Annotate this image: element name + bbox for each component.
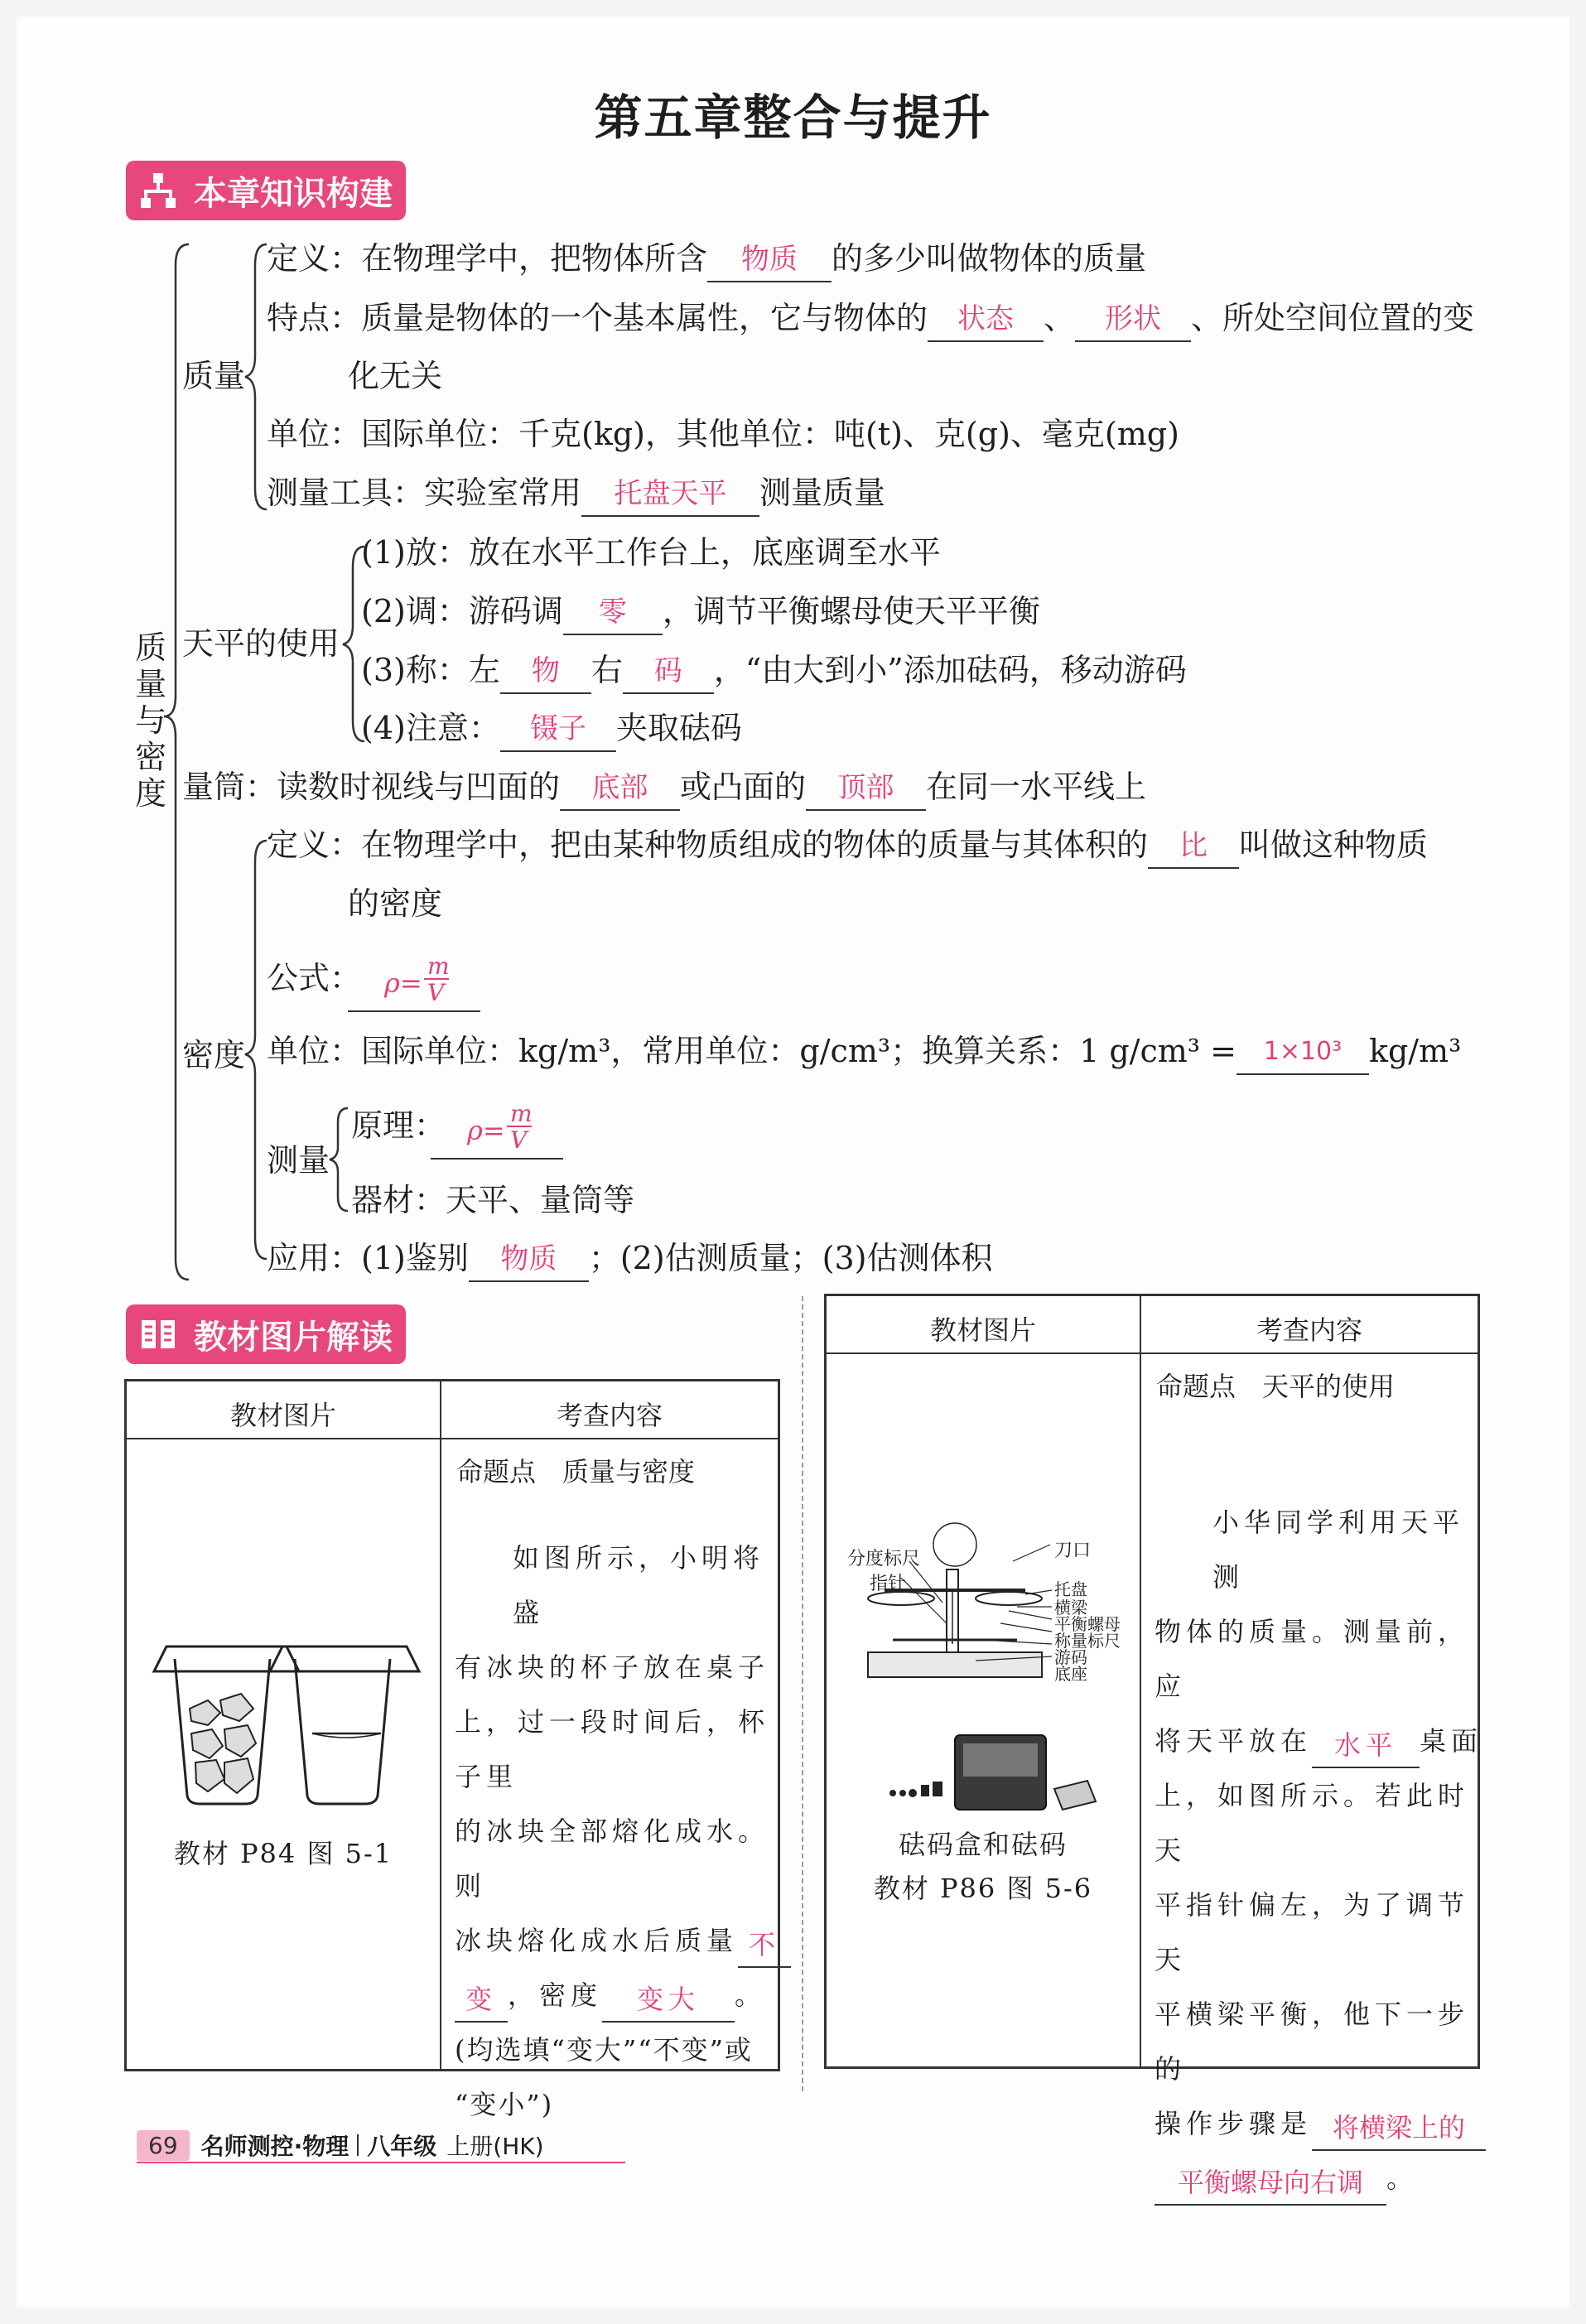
mass-label: 质量 xyxy=(182,358,246,394)
balance-step-4: (4)注意： 镊子 夹取砝码 xyxy=(361,704,742,752)
section-title: 教材图片解读 xyxy=(194,1318,393,1357)
cylinder-line: 量筒：读数时视线与凹面的 底部 或凸面的 顶部 在同一水平线上 xyxy=(182,763,1146,811)
answer-blank: 物 xyxy=(500,649,591,694)
mass-tool: 测量工具：实验室常用 托盘天平 测量质量 xyxy=(267,469,885,517)
book-icon xyxy=(137,1314,179,1355)
figure-caption: 教材 P84 图 5-1 xyxy=(173,1838,393,1869)
picture-table-2 xyxy=(824,1294,1483,2198)
mass-feature: 特点：质量是物体的一个基本属性，它与物体的 状态 、 形状 、所处空间位置的变 xyxy=(267,294,1474,342)
ice-cups-figure xyxy=(150,1642,423,1808)
figure-label: 底座 xyxy=(1054,1664,1087,1684)
figure-caption: 教材 P86 图 5-6 xyxy=(873,1873,1093,1904)
book-title: 名师测控·物理 xyxy=(200,2133,349,2160)
figure-label: 称量标尺 xyxy=(1054,1631,1121,1651)
page-title: 第五章整合与提升 xyxy=(594,89,992,146)
column-header: 考查内容 xyxy=(1256,1314,1362,1346)
density-formula-label: 公式： xyxy=(267,960,362,996)
figure-label: 托盘 xyxy=(1054,1579,1087,1599)
figure-label: 刀口 xyxy=(1054,1540,1092,1561)
mass-unit: 单位：国际单位：千克(kg)，其他单位：吨(t)、克(g)、毫克(mg) xyxy=(267,416,1179,452)
answer-blank: 水平 xyxy=(1312,1724,1420,1768)
volume-label: 上册(HK) xyxy=(446,2133,544,2160)
answer-blank: 状态 xyxy=(928,297,1044,342)
answer-blank: 底部 xyxy=(560,766,680,811)
figure-caption: 砝码盒和砝码 xyxy=(898,1829,1068,1860)
density-equipment: 器材：天平、量筒等 xyxy=(351,1182,635,1218)
question-text: 小华同学利用天平测 物体的质量。测量前，应 将天平放在 水平 桌面 上，如图所示。若此时天 平指针偏左，为了调节天 平横梁平衡，他下一步的 操作步骤是 将横梁上的 平衡螺母向右调 。 xyxy=(1155,1495,1469,2206)
figure-label: 游码 xyxy=(1054,1647,1087,1667)
answer-blank: 平衡螺母向右调 xyxy=(1155,2161,1386,2206)
density-definition: 定义：在物理学中，把由某种物质组成的物体的质量与其体积的 比 叫做这种物质 xyxy=(267,821,1428,869)
answer-blank: 变 xyxy=(455,1978,508,2023)
section-title: 本章知识构建 xyxy=(194,174,393,213)
answer-blank: 比 xyxy=(1148,824,1239,869)
grade-label: 八年级 xyxy=(367,2133,437,2160)
column-header: 教材图片 xyxy=(929,1314,1036,1346)
column-header: 考查内容 xyxy=(556,1400,663,1431)
weights-box-figure xyxy=(885,1727,1100,1826)
figure-label: 分度标尺 xyxy=(847,1549,921,1569)
answer-blank: 1×10³ xyxy=(1237,1030,1369,1075)
balance-label: 天平的使用 xyxy=(182,625,340,662)
answer-blank: 零 xyxy=(563,591,663,635)
question-text: 如图所示，小明将盛 有冰块的杯子放在桌子 上，过一段时间后，杯子里 的冰块全部熔化成水。则 冰块熔化成水后质量 不 变 ，密度 变大 。 (均选填“变大”“不变”或 “变小”) xyxy=(455,1531,769,2132)
density-definition-cont: 的密度 xyxy=(348,885,443,922)
answer-blank: 镊子 xyxy=(500,707,616,752)
mass-feature-cont: 化无关 xyxy=(348,358,443,394)
picture-table-1 xyxy=(124,1379,781,2120)
page-number: 69 xyxy=(137,2130,190,2161)
footer-rule xyxy=(137,2162,625,2163)
figure-label: 横梁 xyxy=(1054,1598,1087,1618)
answer-blank: 将横梁上的 xyxy=(1312,2106,1486,2151)
section-banner-pictures xyxy=(126,1304,406,1364)
root-label: 质量与密度 xyxy=(134,629,166,812)
balance-step-3: (3)称：左 物 右 码 ，“由大到小”添加砝码，移动游码 xyxy=(361,646,1187,694)
density-formula: ρ= m V xyxy=(348,952,480,1012)
density-measure-label: 测量 xyxy=(267,1142,330,1179)
balance-step-2: (2)调：游码调 零 ，调节平衡螺母使天平平衡 xyxy=(361,587,1040,635)
answer-blank: 形状 xyxy=(1075,297,1191,342)
figure-label: 平衡螺母 xyxy=(1054,1614,1121,1634)
page-footer xyxy=(137,2129,544,2162)
answer-blank: 变大 xyxy=(602,1978,735,2023)
density-unit: 单位：国际单位：kg/m³，常用单位：g/cm³；换算关系：1 g/cm³ = 1×10³ kg/m³ xyxy=(267,1027,1461,1075)
density-label: 密度 xyxy=(182,1037,246,1073)
answer-blank: 托盘天平 xyxy=(581,472,759,517)
answer-blank: 码 xyxy=(623,649,714,694)
density-principle-formula: ρ= m V xyxy=(431,1100,563,1160)
column-divider xyxy=(802,1296,803,2091)
answer-blank: 物质 xyxy=(707,238,832,282)
column-header: 教材图片 xyxy=(229,1400,336,1431)
topic-label: 命题点 质量与密度 xyxy=(456,1456,696,1487)
answer-blank: 物质 xyxy=(469,1237,589,1282)
figure-label: 指针 xyxy=(870,1574,907,1594)
density-principle-label: 原理： xyxy=(351,1107,446,1144)
balance-step-1: (1)放：放在水平工作台上，底座调至水平 xyxy=(361,534,941,571)
answer-blank: 顶部 xyxy=(806,766,926,811)
density-application: 应用：(1)鉴别 物质 ；(2)估测质量；(3)估测体积 xyxy=(267,1234,992,1282)
answer-blank: 不 xyxy=(738,1923,791,1968)
topic-label: 命题点 天平的使用 xyxy=(1156,1371,1396,1402)
mass-definition: 定义：在物理学中，把物体所含 物质 的多少叫做物体的质量 xyxy=(267,234,1146,282)
